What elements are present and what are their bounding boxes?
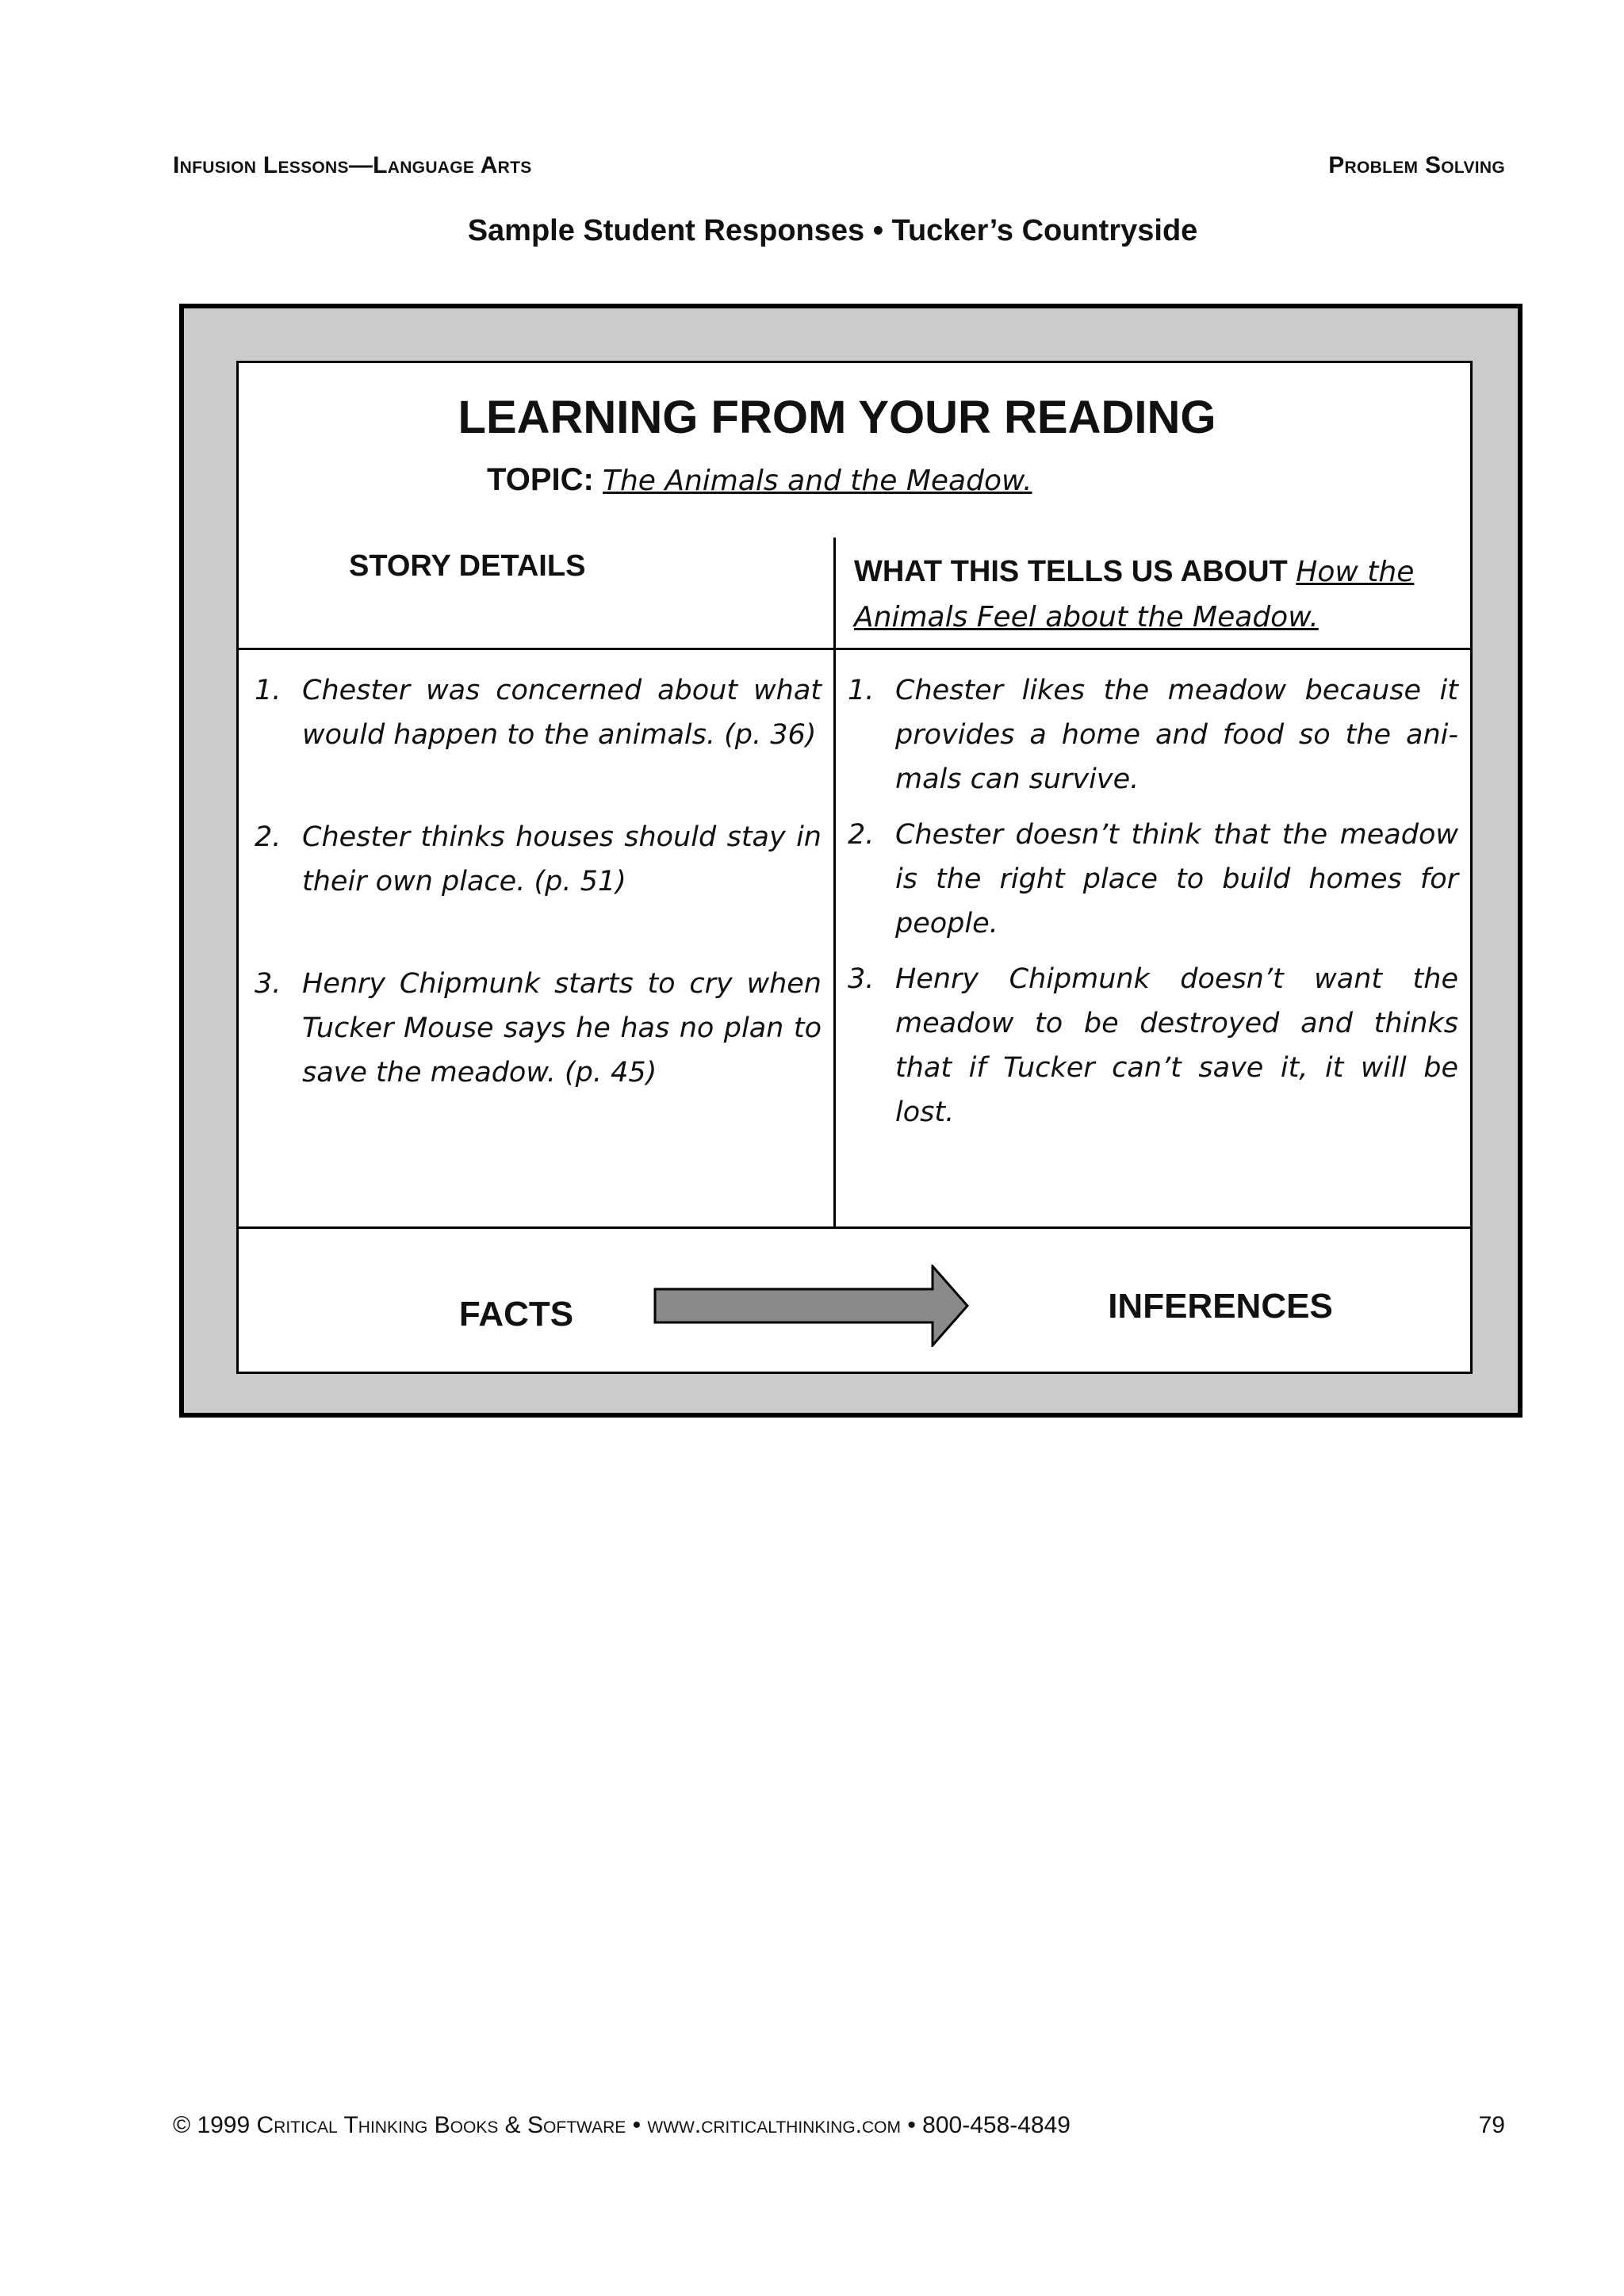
item-number: 1. bbox=[848, 675, 875, 706]
list-item bbox=[848, 813, 1458, 946]
list-item bbox=[255, 668, 822, 757]
story-details-list bbox=[255, 668, 822, 1095]
list-item bbox=[848, 668, 1458, 802]
page-subtitle: Sample Student Responses • Tucker’s Countryside bbox=[467, 214, 1198, 247]
item-number: 1. bbox=[255, 675, 282, 706]
worksheet-frame bbox=[179, 304, 1522, 1418]
list-item bbox=[255, 815, 822, 904]
topic-line bbox=[487, 462, 1032, 498]
header-divider bbox=[239, 648, 1470, 650]
column-divider bbox=[833, 538, 836, 1227]
item-number: 2. bbox=[848, 819, 875, 851]
item-text: Chester was concerned about what would happen to the animals. (p. 36) bbox=[302, 675, 822, 751]
worksheet-title: LEARNING FROM YOUR READING bbox=[458, 392, 1216, 443]
tells-us-value: How the Animals Feel about the Meadow. bbox=[854, 556, 1415, 633]
item-text: Chester thinks houses should stay in their own place. (p. 51) bbox=[302, 821, 822, 897]
topic-value: The Animals and the Meadow. bbox=[602, 465, 1032, 497]
arrow-shape bbox=[655, 1266, 967, 1345]
facts-label: FACTS bbox=[458, 1295, 574, 1334]
footer-row-divider bbox=[239, 1226, 1470, 1229]
footer-copyright: © 1999 Critical Thinking Books & Software • www.criticalthinking.com • 800-458-4849 bbox=[173, 2112, 1071, 2138]
topic-label: TOPIC: bbox=[487, 462, 594, 497]
item-number: 3. bbox=[255, 968, 282, 1000]
tells-us-header bbox=[854, 549, 1457, 640]
inferences-list bbox=[848, 668, 1458, 1135]
item-text: Henry Chipmunk doesn’t want the meadow to be destroyed and thinks that if Tucker can’t save it, it will be lost. bbox=[895, 963, 1458, 1128]
tells-us-label: WHAT THIS TELLS US ABOUT bbox=[854, 555, 1288, 588]
item-number: 2. bbox=[255, 821, 282, 853]
item-text: Henry Chipmunk starts to cry when Tucker Mouse says he has no plan to save the meadow. (p. 45) bbox=[302, 968, 822, 1089]
item-number: 3. bbox=[848, 963, 875, 995]
inferences-label: INFERENCES bbox=[1108, 1287, 1333, 1326]
item-text: Chester likes the meadow because it provides a home and food so the ani-mals can survive. bbox=[895, 675, 1458, 795]
right-arrow-icon bbox=[653, 1265, 971, 1347]
list-item bbox=[848, 957, 1458, 1135]
page-number: 79 bbox=[1478, 2112, 1505, 2138]
worksheet-panel bbox=[236, 361, 1473, 1374]
item-text: Chester doesn’t think that the meadow is the right place to build homes for people. bbox=[895, 819, 1458, 939]
header-section-title: Problem Solving bbox=[1328, 152, 1505, 178]
header-series-title: Infusion Lessons—Language Arts bbox=[173, 152, 532, 178]
list-item bbox=[255, 962, 822, 1095]
story-details-header: STORY DETAILS bbox=[349, 549, 586, 583]
